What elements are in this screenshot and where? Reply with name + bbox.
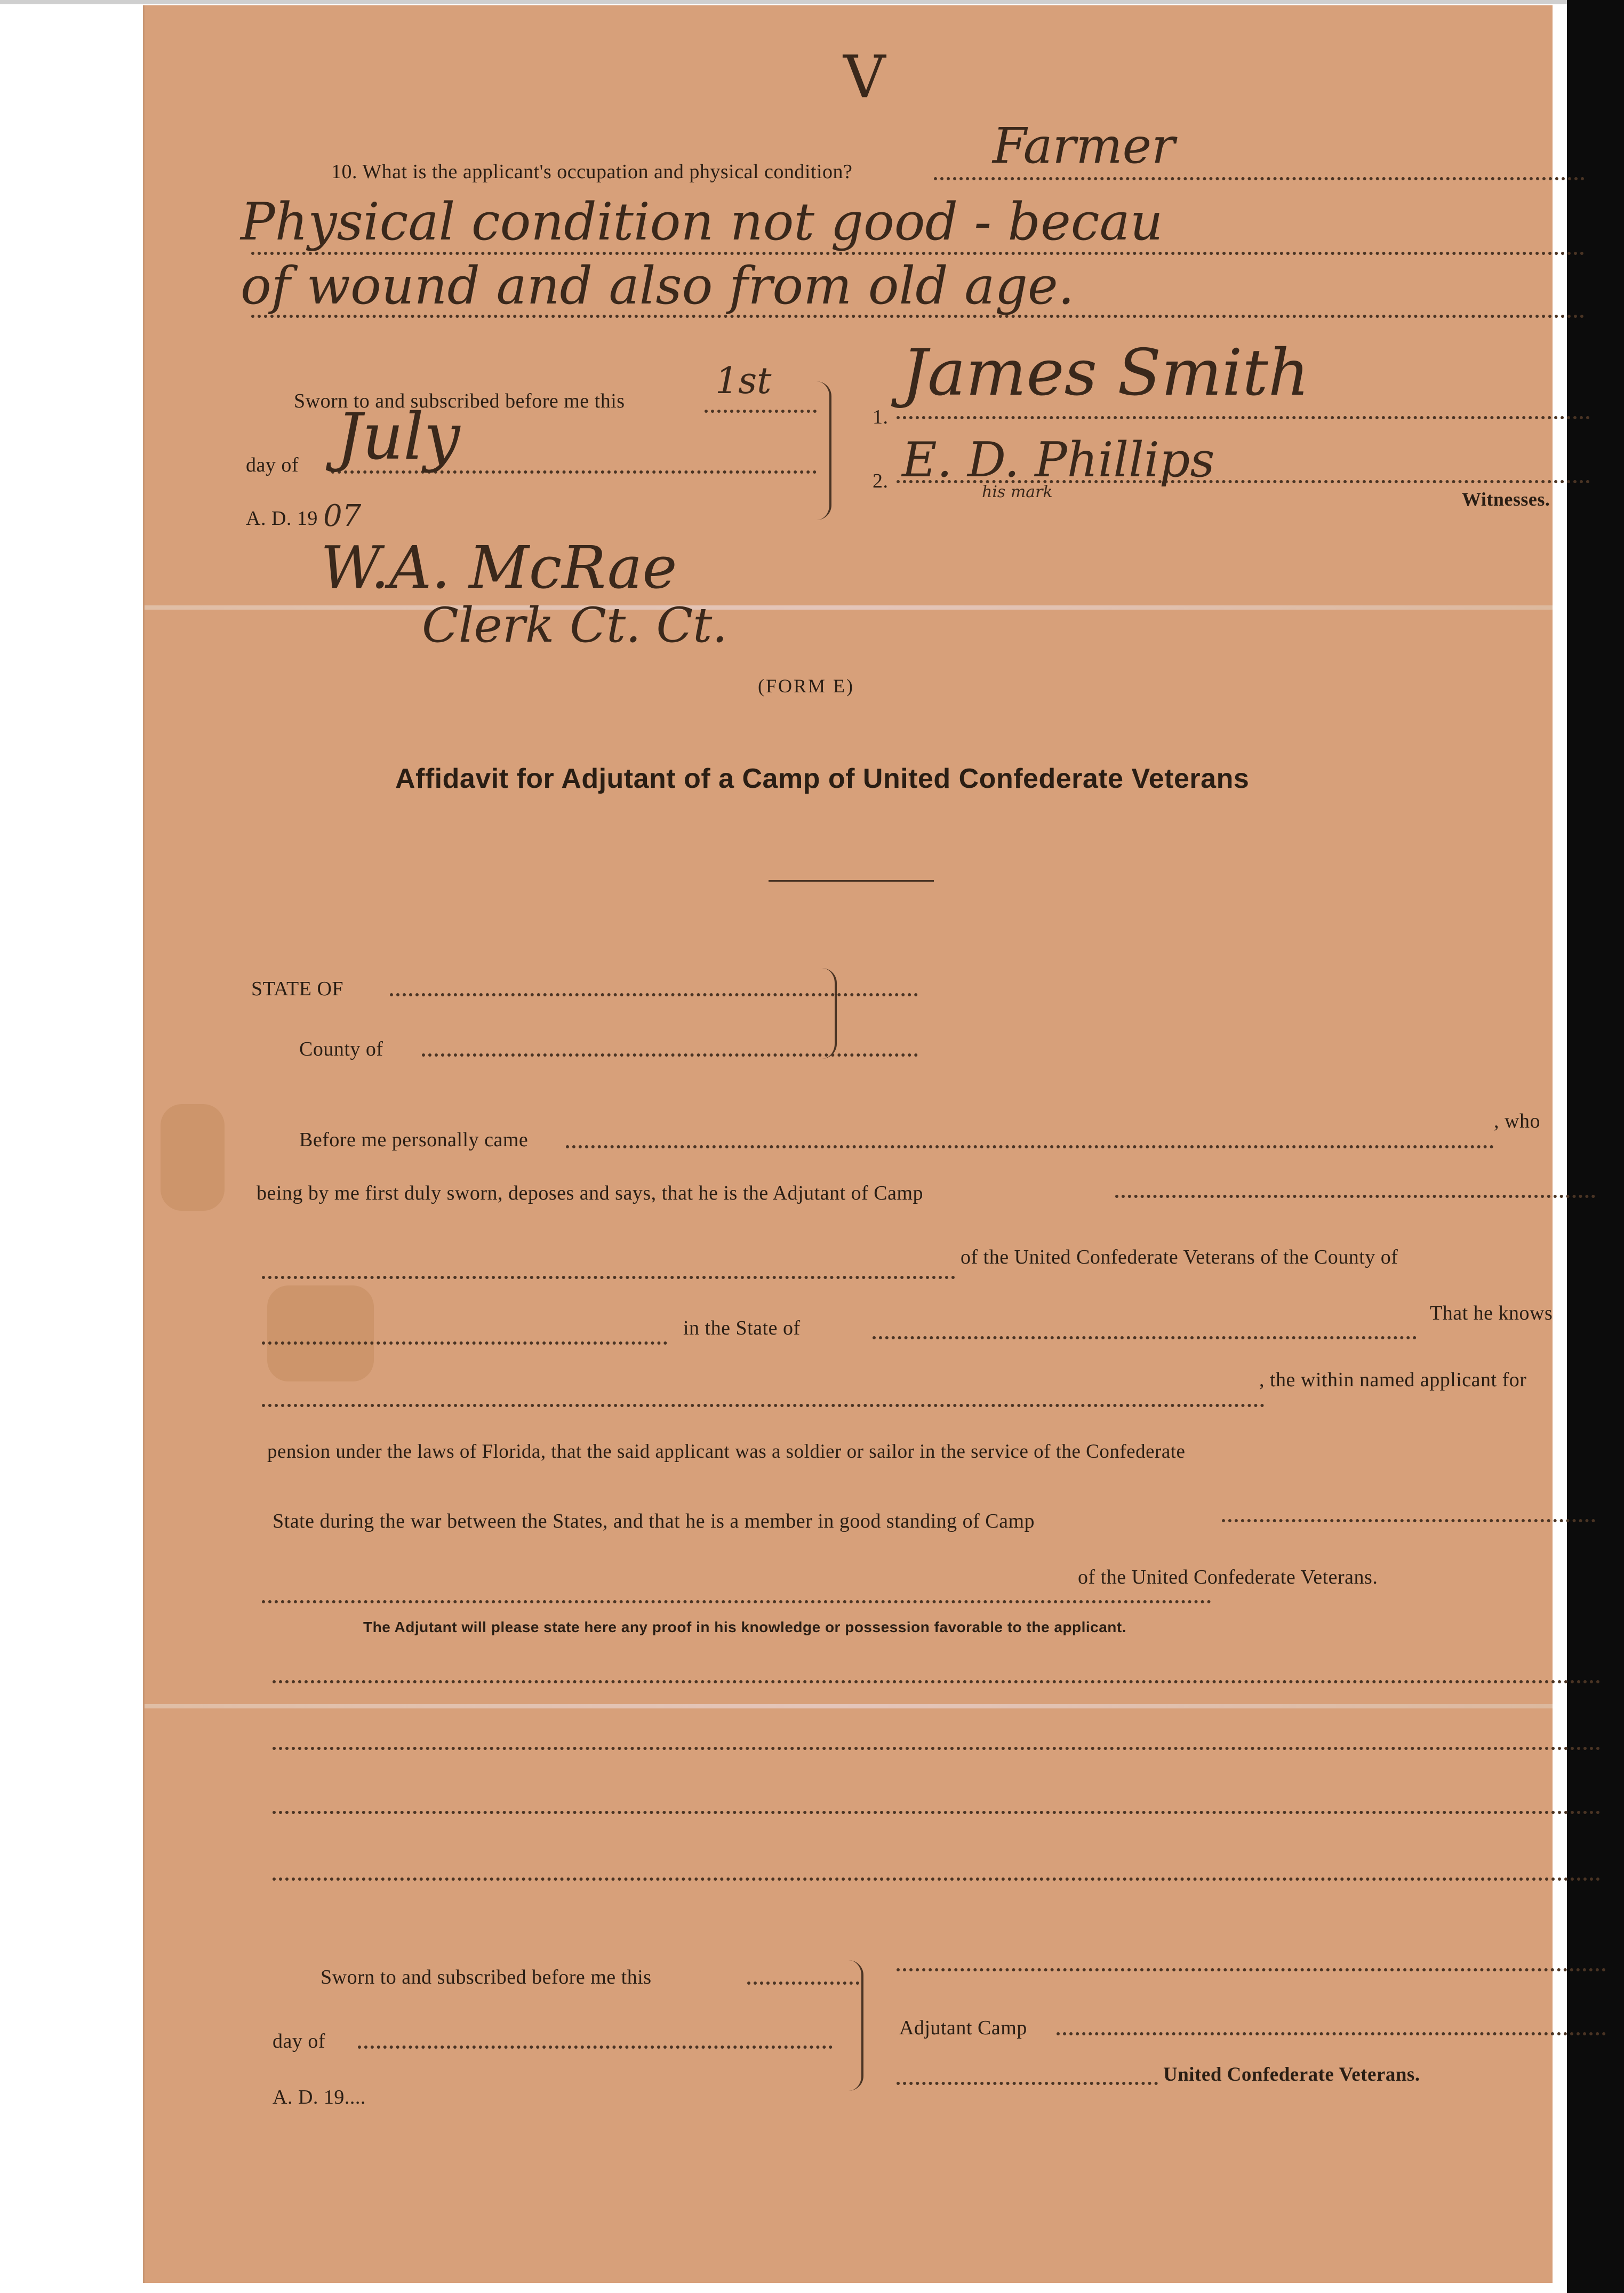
year-handwriting: 07	[323, 499, 362, 533]
adjutant-camp-label: Adjutant Camp	[899, 2017, 1027, 2039]
state-line	[390, 993, 918, 996]
witnesses-label: Witnesses.	[1462, 489, 1550, 510]
body-line-3: of the United Confederate Veterans of the County of	[961, 1246, 1398, 1268]
paper-stain	[161, 1104, 225, 1211]
ad-label: A. D. 19	[246, 507, 318, 530]
sworn-2-month-line	[358, 2046, 833, 2049]
adjutant-instruction: The Adjutant will please state here any proof in his knowledge or possession favorable to the applicant.	[363, 1619, 1127, 1635]
clerk-title: Clerk Ct. Ct.	[422, 597, 727, 653]
answer-dotted-line	[934, 177, 1585, 180]
sworn-day-handwriting: 1st	[715, 360, 772, 402]
paper-stain	[267, 1285, 374, 1381]
camp-line	[1115, 1195, 1595, 1198]
scan-right-border	[1567, 0, 1624, 2293]
witness-1-line	[897, 416, 1590, 419]
witness-2-number: 2.	[873, 470, 889, 492]
body-line-5: , the within named applicant for	[1259, 1369, 1527, 1391]
sworn-2-ad-label: A. D. 19....	[273, 2086, 366, 2108]
adjutant-signature-line	[897, 1968, 1606, 1971]
name-line	[566, 1145, 1494, 1148]
body-line-6: pension under the laws of Florida, that the said applicant was a soldier or sailor in the service of the Confederate	[267, 1441, 1186, 1463]
paper-fold-crease	[145, 1704, 1553, 1708]
sworn-day-line	[705, 410, 817, 413]
witness-2-signature: E. D. Phillips	[902, 432, 1215, 488]
body-line-2: being by me first duly sworn, deposes and says, that he is the Adjutant of Camp	[257, 1182, 924, 1204]
body-line-1: Before me personally came	[299, 1129, 529, 1151]
answer-condition-handwriting: Physical condition not good - becau	[241, 192, 1163, 252]
body-line-4-end: That he knows	[1430, 1302, 1553, 1324]
ucv-label: United Confederate Veterans.	[1163, 2064, 1420, 2086]
body-line-8: of the United Confederate Veterans.	[1078, 1566, 1378, 1588]
proof-line-1	[273, 1680, 1601, 1683]
proof-line-4	[273, 1877, 1601, 1881]
affidavit-title: Affidavit for Adjutant of a Camp of United Confederate Veterans	[395, 763, 1250, 794]
camp-standing-line-2	[262, 1600, 1211, 1603]
state-label: STATE OF	[251, 978, 344, 1000]
scan-top-edge	[0, 0, 1624, 4]
bracket	[822, 968, 837, 1059]
witness-1-signature: James Smith	[902, 336, 1310, 410]
adjutant-camp-line	[1057, 2032, 1606, 2035]
county-label: County of	[299, 1038, 383, 1060]
answer-occupation-handwriting: Farmer	[993, 117, 1175, 174]
county-line	[422, 1053, 918, 1057]
proof-line-2	[273, 1747, 1601, 1750]
pension-form-page	[143, 5, 1553, 2283]
sworn-2-day-line	[747, 1982, 859, 1985]
ucv-line	[897, 2082, 1158, 2085]
form-label: (FORM E)	[758, 675, 855, 697]
camp-standing-line	[1222, 1519, 1595, 1522]
witness-2-mark-note: his mark	[982, 483, 1053, 501]
body-line-1-end: , who	[1494, 1110, 1540, 1132]
proof-line-3	[273, 1811, 1601, 1814]
answer-condition-handwriting-2: of wound and also from old age.	[241, 256, 1075, 316]
title-rule	[769, 880, 934, 882]
sworn-text: Sworn to and subscribed before me this	[294, 390, 625, 412]
question-10-label: 10. What is the applicant's occupation and physical condition?	[331, 161, 853, 183]
bracket	[849, 1960, 863, 2091]
clerk-signature: W.A. McRae	[321, 533, 677, 602]
day-of-label: day of	[246, 454, 299, 476]
answer-dotted-line	[251, 252, 1585, 255]
applicant-name-line	[262, 1404, 1265, 1407]
month-handwriting: July	[337, 400, 460, 474]
camp-line-2	[262, 1276, 955, 1279]
bracket	[817, 381, 831, 520]
check-mark: V	[843, 43, 886, 111]
sworn-2-day-of-label: day of	[273, 2030, 326, 2052]
body-line-7: State during the war between the States, and that he is a member in good standing of Camp	[273, 1510, 1035, 1532]
sworn-2-text: Sworn to and subscribed before me this	[321, 1966, 652, 1988]
state-blank-line	[873, 1336, 1417, 1339]
body-line-4-mid: in the State of	[683, 1317, 801, 1339]
witness-1-number: 1.	[873, 406, 889, 428]
paper-fold-crease	[145, 605, 1553, 610]
county-blank-line	[262, 1341, 667, 1345]
